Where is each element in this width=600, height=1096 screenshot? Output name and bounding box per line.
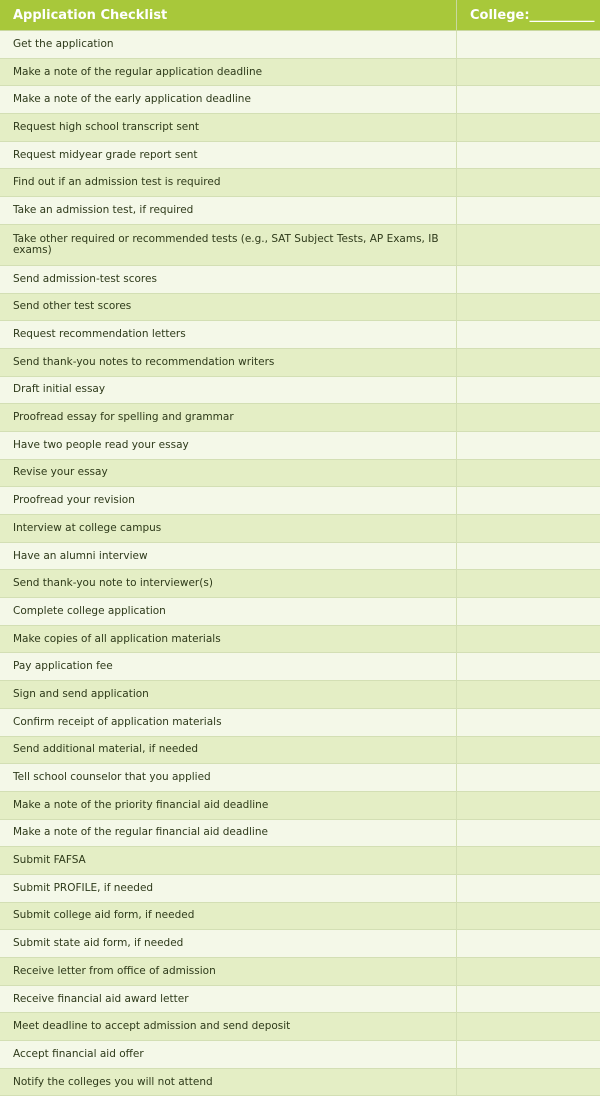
task-label: Make a note of the early application deadline <box>13 93 251 106</box>
checklist-row <box>0 543 600 571</box>
college-check-cell[interactable] <box>456 847 600 874</box>
task-label: Have two people read your essay <box>13 438 189 451</box>
college-check-cell[interactable] <box>456 626 600 653</box>
task-label: Accept financial aid offer <box>13 1047 144 1060</box>
checklist-row <box>0 653 600 681</box>
checklist-row <box>0 986 600 1014</box>
college-check-cell[interactable] <box>456 1069 600 1096</box>
task-label: Make a note of the regular financial aid deadline <box>13 826 268 839</box>
checklist-row <box>0 294 600 322</box>
checklist-rows <box>0 31 600 1096</box>
checklist-row <box>0 598 600 626</box>
checklist-row <box>0 377 600 405</box>
checklist-row <box>0 820 600 848</box>
college-check-cell[interactable] <box>456 377 600 404</box>
task-label: Tell school counselor that you applied <box>13 771 211 784</box>
checklist-row <box>0 709 600 737</box>
checklist-row <box>0 764 600 792</box>
task-label: Submit state aid form, if needed <box>13 937 184 950</box>
college-check-cell[interactable] <box>456 59 600 86</box>
task-label: Get the application <box>13 37 114 50</box>
checklist-row <box>0 404 600 432</box>
checklist-row <box>0 460 600 488</box>
college-check-cell[interactable] <box>456 709 600 736</box>
task-label: Make a note of the regular application deadline <box>13 65 263 78</box>
task-label: Sign and send application <box>13 687 149 700</box>
college-check-cell[interactable] <box>456 820 600 847</box>
college-check-cell[interactable] <box>456 294 600 321</box>
checklist-row <box>0 487 600 515</box>
task-label: Request midyear grade report sent <box>13 148 198 161</box>
task-label: Receive financial aid award letter <box>13 992 189 1005</box>
college-check-cell[interactable] <box>456 404 600 431</box>
checklist-row <box>0 266 600 294</box>
task-label: Complete college application <box>13 604 166 617</box>
task-label: Send thank-you notes to recommendation writers <box>13 355 275 368</box>
checklist-row <box>0 737 600 765</box>
checklist-row <box>0 142 600 170</box>
college-check-cell[interactable] <box>456 225 600 265</box>
college-check-cell[interactable] <box>456 653 600 680</box>
college-check-cell[interactable] <box>456 142 600 169</box>
task-label: Notify the colleges you will not attend <box>13 1075 213 1088</box>
checklist-row <box>0 875 600 903</box>
checklist-row <box>0 958 600 986</box>
checklist-row <box>0 86 600 114</box>
task-label: Have an alumni interview <box>13 549 148 562</box>
checklist-title: Application Checklist <box>13 8 168 23</box>
checklist-row <box>0 681 600 709</box>
task-label: Receive letter from office of admission <box>13 964 216 977</box>
checklist-row <box>0 114 600 142</box>
college-check-cell[interactable] <box>456 349 600 376</box>
task-label: Send admission-test scores <box>13 272 157 285</box>
task-label: Submit FAFSA <box>13 854 86 867</box>
task-label: Proofread essay for spelling and grammar <box>13 411 234 424</box>
college-check-cell[interactable] <box>456 764 600 791</box>
college-check-cell[interactable] <box>456 903 600 930</box>
checklist-row <box>0 321 600 349</box>
checklist-row <box>0 432 600 460</box>
task-label: Request recommendation letters <box>13 328 186 341</box>
college-label: College:__________ <box>456 0 600 30</box>
college-check-cell[interactable] <box>456 570 600 597</box>
college-check-cell[interactable] <box>456 515 600 542</box>
task-label: Submit college aid form, if needed <box>13 909 195 922</box>
task-label: Make copies of all application materials <box>13 632 221 645</box>
task-label: Request high school transcript sent <box>13 120 200 133</box>
college-check-cell[interactable] <box>456 598 600 625</box>
task-label: Take an admission test, if required <box>13 203 194 216</box>
college-check-cell[interactable] <box>456 86 600 113</box>
checklist-row <box>0 930 600 958</box>
checklist-row <box>0 847 600 875</box>
college-check-cell[interactable] <box>456 432 600 459</box>
college-check-cell[interactable] <box>456 737 600 764</box>
checklist-row <box>0 197 600 225</box>
checklist-row <box>0 515 600 543</box>
checklist-row <box>0 349 600 377</box>
college-check-cell[interactable] <box>456 986 600 1013</box>
task-label: Submit PROFILE, if needed <box>13 881 154 894</box>
college-check-cell[interactable] <box>456 543 600 570</box>
checklist-row <box>0 626 600 654</box>
task-label: Send additional material, if needed <box>13 743 199 756</box>
task-label: Send other test scores <box>13 300 132 313</box>
college-check-cell[interactable] <box>456 958 600 985</box>
college-check-cell[interactable] <box>456 1041 600 1068</box>
college-check-cell[interactable] <box>456 114 600 141</box>
task-label: Send thank-you note to interviewer(s) <box>13 577 213 590</box>
task-label: Meet deadline to accept admission and send deposit <box>13 1020 291 1033</box>
checklist-row <box>0 59 600 87</box>
college-check-cell[interactable] <box>456 681 600 708</box>
college-check-cell[interactable] <box>456 930 600 957</box>
college-check-cell[interactable] <box>456 31 600 58</box>
checklist-row <box>0 1041 600 1069</box>
task-label: Pay application fee <box>13 660 113 673</box>
task-label: Proofread your revision <box>13 494 135 507</box>
college-check-cell[interactable] <box>456 460 600 487</box>
college-check-cell[interactable] <box>456 487 600 514</box>
task-label: Revise your essay <box>13 466 108 479</box>
college-check-cell[interactable] <box>456 321 600 348</box>
checklist-row <box>0 169 600 197</box>
checklist-row <box>0 903 600 931</box>
college-check-cell[interactable] <box>456 266 600 293</box>
checklist-row <box>0 792 600 820</box>
checklist-row <box>0 1013 600 1041</box>
checklist-row <box>0 570 600 598</box>
checklist-row <box>0 31 600 59</box>
college-check-cell[interactable] <box>456 197 600 224</box>
task-label: Interview at college campus <box>13 521 162 534</box>
task-label: Draft initial essay <box>13 383 106 396</box>
checklist-row <box>0 225 600 266</box>
college-check-cell[interactable] <box>456 1013 600 1040</box>
task-label: Find out if an admission test is required <box>13 176 221 189</box>
college-check-cell[interactable] <box>456 169 600 196</box>
college-check-cell[interactable] <box>456 875 600 902</box>
task-label: Confirm receipt of application materials <box>13 715 222 728</box>
college-check-cell[interactable] <box>456 792 600 819</box>
task-label: Make a note of the priority financial aid deadline <box>13 798 269 811</box>
task-label: Take other required or recommended tests (e.g., SAT Subject Tests, AP Exams, IB exams) <box>13 232 439 256</box>
checklist-header <box>0 0 600 31</box>
